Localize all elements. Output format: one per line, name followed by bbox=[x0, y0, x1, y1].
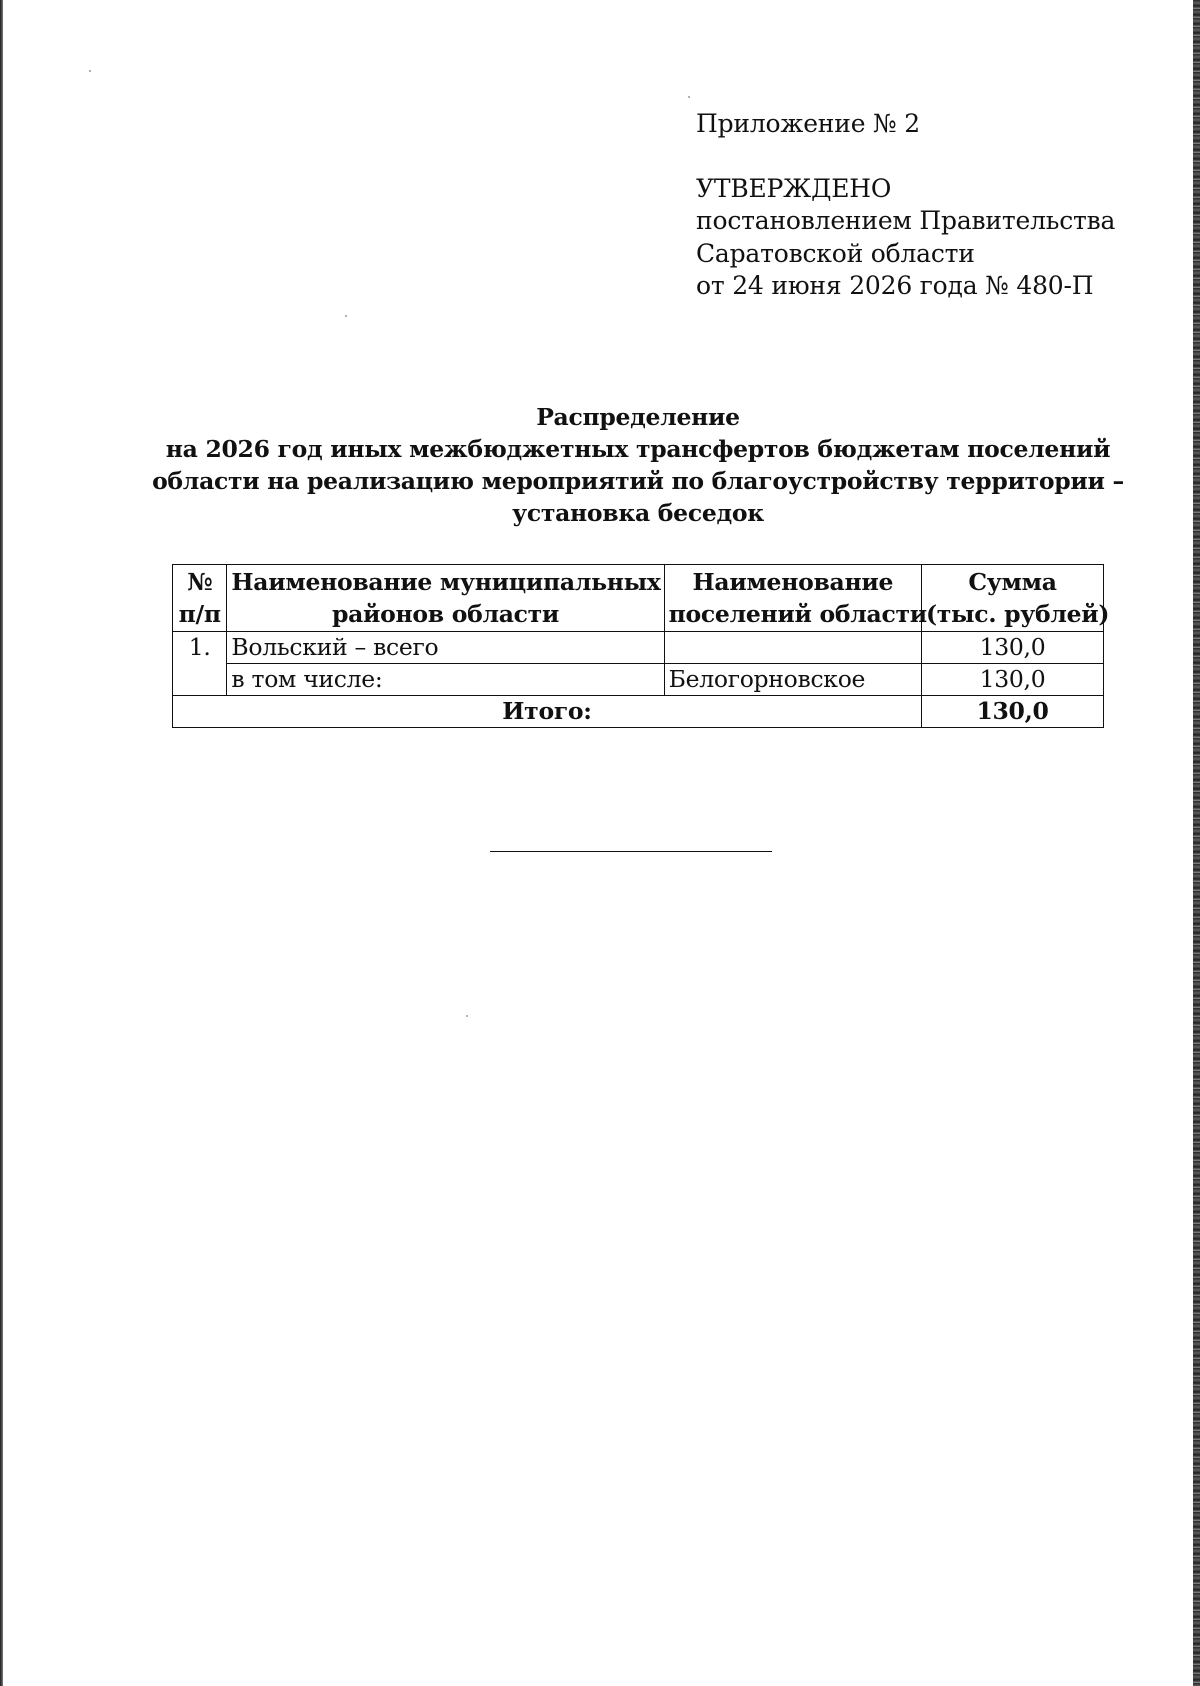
header-number bbox=[173, 565, 227, 632]
row-number: 1. bbox=[173, 632, 227, 696]
total-row bbox=[173, 696, 1104, 728]
title-line: области на реализацию мероприятий по благоустройству территории – bbox=[152, 467, 1124, 495]
approval-line: постановлением Правительства bbox=[696, 206, 1116, 235]
header-text: Наименование муниципальных bbox=[231, 568, 661, 596]
scan-speck bbox=[345, 315, 347, 317]
sum-value: 130,0 bbox=[921, 632, 1103, 664]
header-text: Сумма bbox=[968, 568, 1057, 596]
approval-block bbox=[696, 108, 1115, 303]
header-text: районов области bbox=[331, 600, 560, 628]
table-row bbox=[173, 664, 1104, 696]
district-name: Вольский – всего bbox=[227, 632, 664, 664]
sum-value: 130,0 bbox=[921, 664, 1103, 696]
header-text: (тыс. рублей) bbox=[925, 600, 1110, 628]
appendix-number: Приложение № 2 bbox=[696, 109, 920, 138]
approval-date-number: от 24 июня 2026 года № 480-П bbox=[696, 271, 1094, 300]
header-text: поселений области bbox=[668, 600, 927, 628]
total-label: Итого: bbox=[173, 696, 922, 728]
approval-line: Саратовской области bbox=[696, 238, 975, 268]
title-line: Распределение bbox=[536, 403, 740, 431]
document-title bbox=[150, 401, 1126, 529]
scan-left-edge bbox=[0, 0, 3, 1686]
total-sum: 130,0 bbox=[921, 696, 1103, 728]
table-row bbox=[173, 632, 1104, 664]
scan-right-edge bbox=[1193, 0, 1200, 1686]
header-settlement bbox=[664, 565, 927, 632]
header-text: № bbox=[187, 568, 213, 596]
settlement-name bbox=[664, 632, 921, 664]
approval-stamp: УТВЕРЖДЕНО bbox=[696, 173, 892, 203]
header-text: п/п bbox=[178, 600, 221, 628]
scan-speck bbox=[688, 96, 690, 98]
header-text: Наименование bbox=[692, 568, 894, 596]
header-district bbox=[227, 565, 664, 632]
scan-speck bbox=[89, 70, 91, 72]
distribution-table bbox=[172, 564, 1110, 728]
title-line: установка беседок bbox=[512, 499, 764, 527]
district-name: в том числе: bbox=[227, 664, 664, 696]
settlement-name: Белогорновское bbox=[664, 664, 921, 696]
header-sum bbox=[921, 565, 1110, 632]
table-header-row bbox=[173, 565, 1104, 632]
scan-speck bbox=[466, 1015, 468, 1017]
closing-divider bbox=[490, 851, 772, 852]
title-line: на 2026 год иных межбюджетных трансфертов бюджетам поселений bbox=[165, 435, 1111, 463]
